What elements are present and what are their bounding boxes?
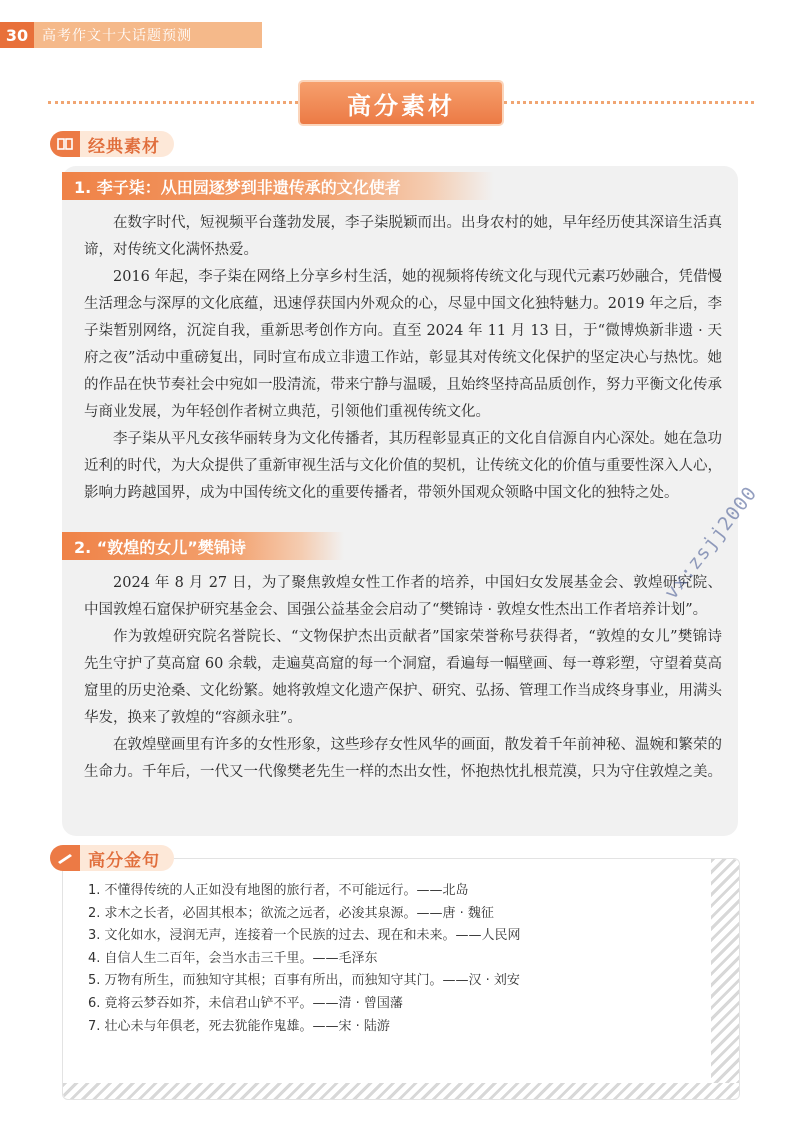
quote-item: 2. 求木之长者，必固其根本；欲流之远者，必浚其泉源。——唐 · 魏征 [88, 905, 494, 921]
material-1-paragraph-2: 2016 年起，李子柒在网络上分享乡村生活，她的视频将传统文化与现代元素巧妙融合，凭借慢生活理念与深厚的文化底蕴，迅速俘获国内外观众的心，尽显中国文化独特魅力。2019 年之后，李子柒暂别网络，沉淀自我，重新思考创作方向。直至 2024 年 11 月 13 日，于“微博焕新非遗 · 天府之夜”活动中重磅复出，同时宣布成立非遗工作站，彰显其对传统文化保护的坚定决心与热忱。她的作品在快节奏社会中宛如一股清流，带来宁静与温暖，且始终坚持高品质创作，努力平衡文化传承与商业发展，为年轻创作者树立典范，引领他们重视传统文化。 [84, 269, 722, 420]
classic-materials-tag [50, 131, 174, 157]
page-header [0, 22, 262, 48]
banner-dotted-line-left [48, 101, 298, 104]
quotes-stripe-bottom-decoration [63, 1083, 739, 1099]
quote-item: 3. 文化如水，浸润无声，连接着一个民族的过去、现在和未来。——人民网 [88, 928, 521, 944]
section-banner: 高分素材 [300, 82, 502, 124]
quote-item: 1. 不懂得传统的人正如没有地图的旅行者，不可能远行。——北岛 [88, 883, 469, 898]
quote-item: 7. 壮心未与年俱老，死去犹能作鬼雄。——宋 · 陆游 [88, 1018, 390, 1034]
book-icon [50, 131, 80, 157]
material-heading-2: 2. “敦煌的女儿”樊锦诗 [62, 532, 344, 560]
quotes-label: 高分金句 [88, 850, 160, 871]
banner-dotted-line-right [504, 101, 754, 104]
quote-item: 4. 自信人生二百年，会当水击三千里。——毛泽东 [88, 950, 378, 966]
quote-item: 5. 万物有所生，而独知守其根；百事有所出，而独知守其门。——汉 · 刘安 [88, 973, 520, 989]
quote-list [88, 880, 521, 1038]
quotes-tag [50, 845, 174, 871]
material-2-paragraph-3: 在敦煌壁画里有许多的女性形象，这些珍存女性风华的画面，散发着千年前神秘、温婉和繁荣的生命力。千年后，一代又一代像樊老先生一样的杰出女性，怀抱热忱扎根荒漠，只为守住敦煌之美。 [84, 737, 722, 780]
classic-materials-label: 经典素材 [88, 136, 160, 157]
material-2-paragraph-2: 作为敦煌研究院名誉院长、“文物保护杰出贡献者”国家荣誉称号获得者，“敦煌的女儿”樊锦诗先生守护了莫高窟 60 余载，走遍莫高窟的每一个洞窟，看遍每一幅壁画、每一尊彩塑，守望着莫高窟里的历史沧桑、文化纷繁。她将敦煌文化遗产保护、研究、弘扬、管理工作当成终身事业，用满头华发，换来了敦煌的“容颜永驻”。 [84, 629, 722, 726]
watermark: vx:zsjj2000 [660, 482, 762, 604]
material-1-paragraph-3: 李子柒从平凡女孩华丽转身为文化传播者，其历程彰显真正的文化自信源自内心深处。她在急功近利的时代，为大众提供了重新审视生活与文化价值的契机，让传统文化的价值与重要性深入人心，影响力跨越国界，成为中国传统文化的重要传播者，带领外国观众领略中国文化的独特之处。 [84, 431, 722, 501]
pen-icon [50, 845, 80, 871]
quotes-stripe-decoration [711, 859, 739, 1099]
material-2-paragraph-1: 2024 年 8 月 27 日，为了聚焦敦煌女性工作者的培养，中国妇女发展基金会、敦煌研究院、中国敦煌石窟保护研究基金会、国强公益基金会启动了“樊锦诗 · 敦煌女性杰出工作者培养计划”。 [84, 575, 722, 618]
series-title: 高考作文十大话题预测 [42, 28, 192, 44]
material-1-paragraph-1: 在数字时代，短视频平台蓬勃发展，李子柒脱颖而出。出身农村的她，早年经历使其深谙生活真谛，对传统文化满怀热爱。 [84, 215, 722, 258]
quote-item: 6. 竟将云梦吞如芥，未信君山铲不平。——清 · 曾国藩 [88, 995, 403, 1011]
material-heading-1: 1. 李子柒：从田园逐梦到非遗传承的文化使者 [62, 172, 494, 200]
page-number: 30 [0, 22, 34, 48]
